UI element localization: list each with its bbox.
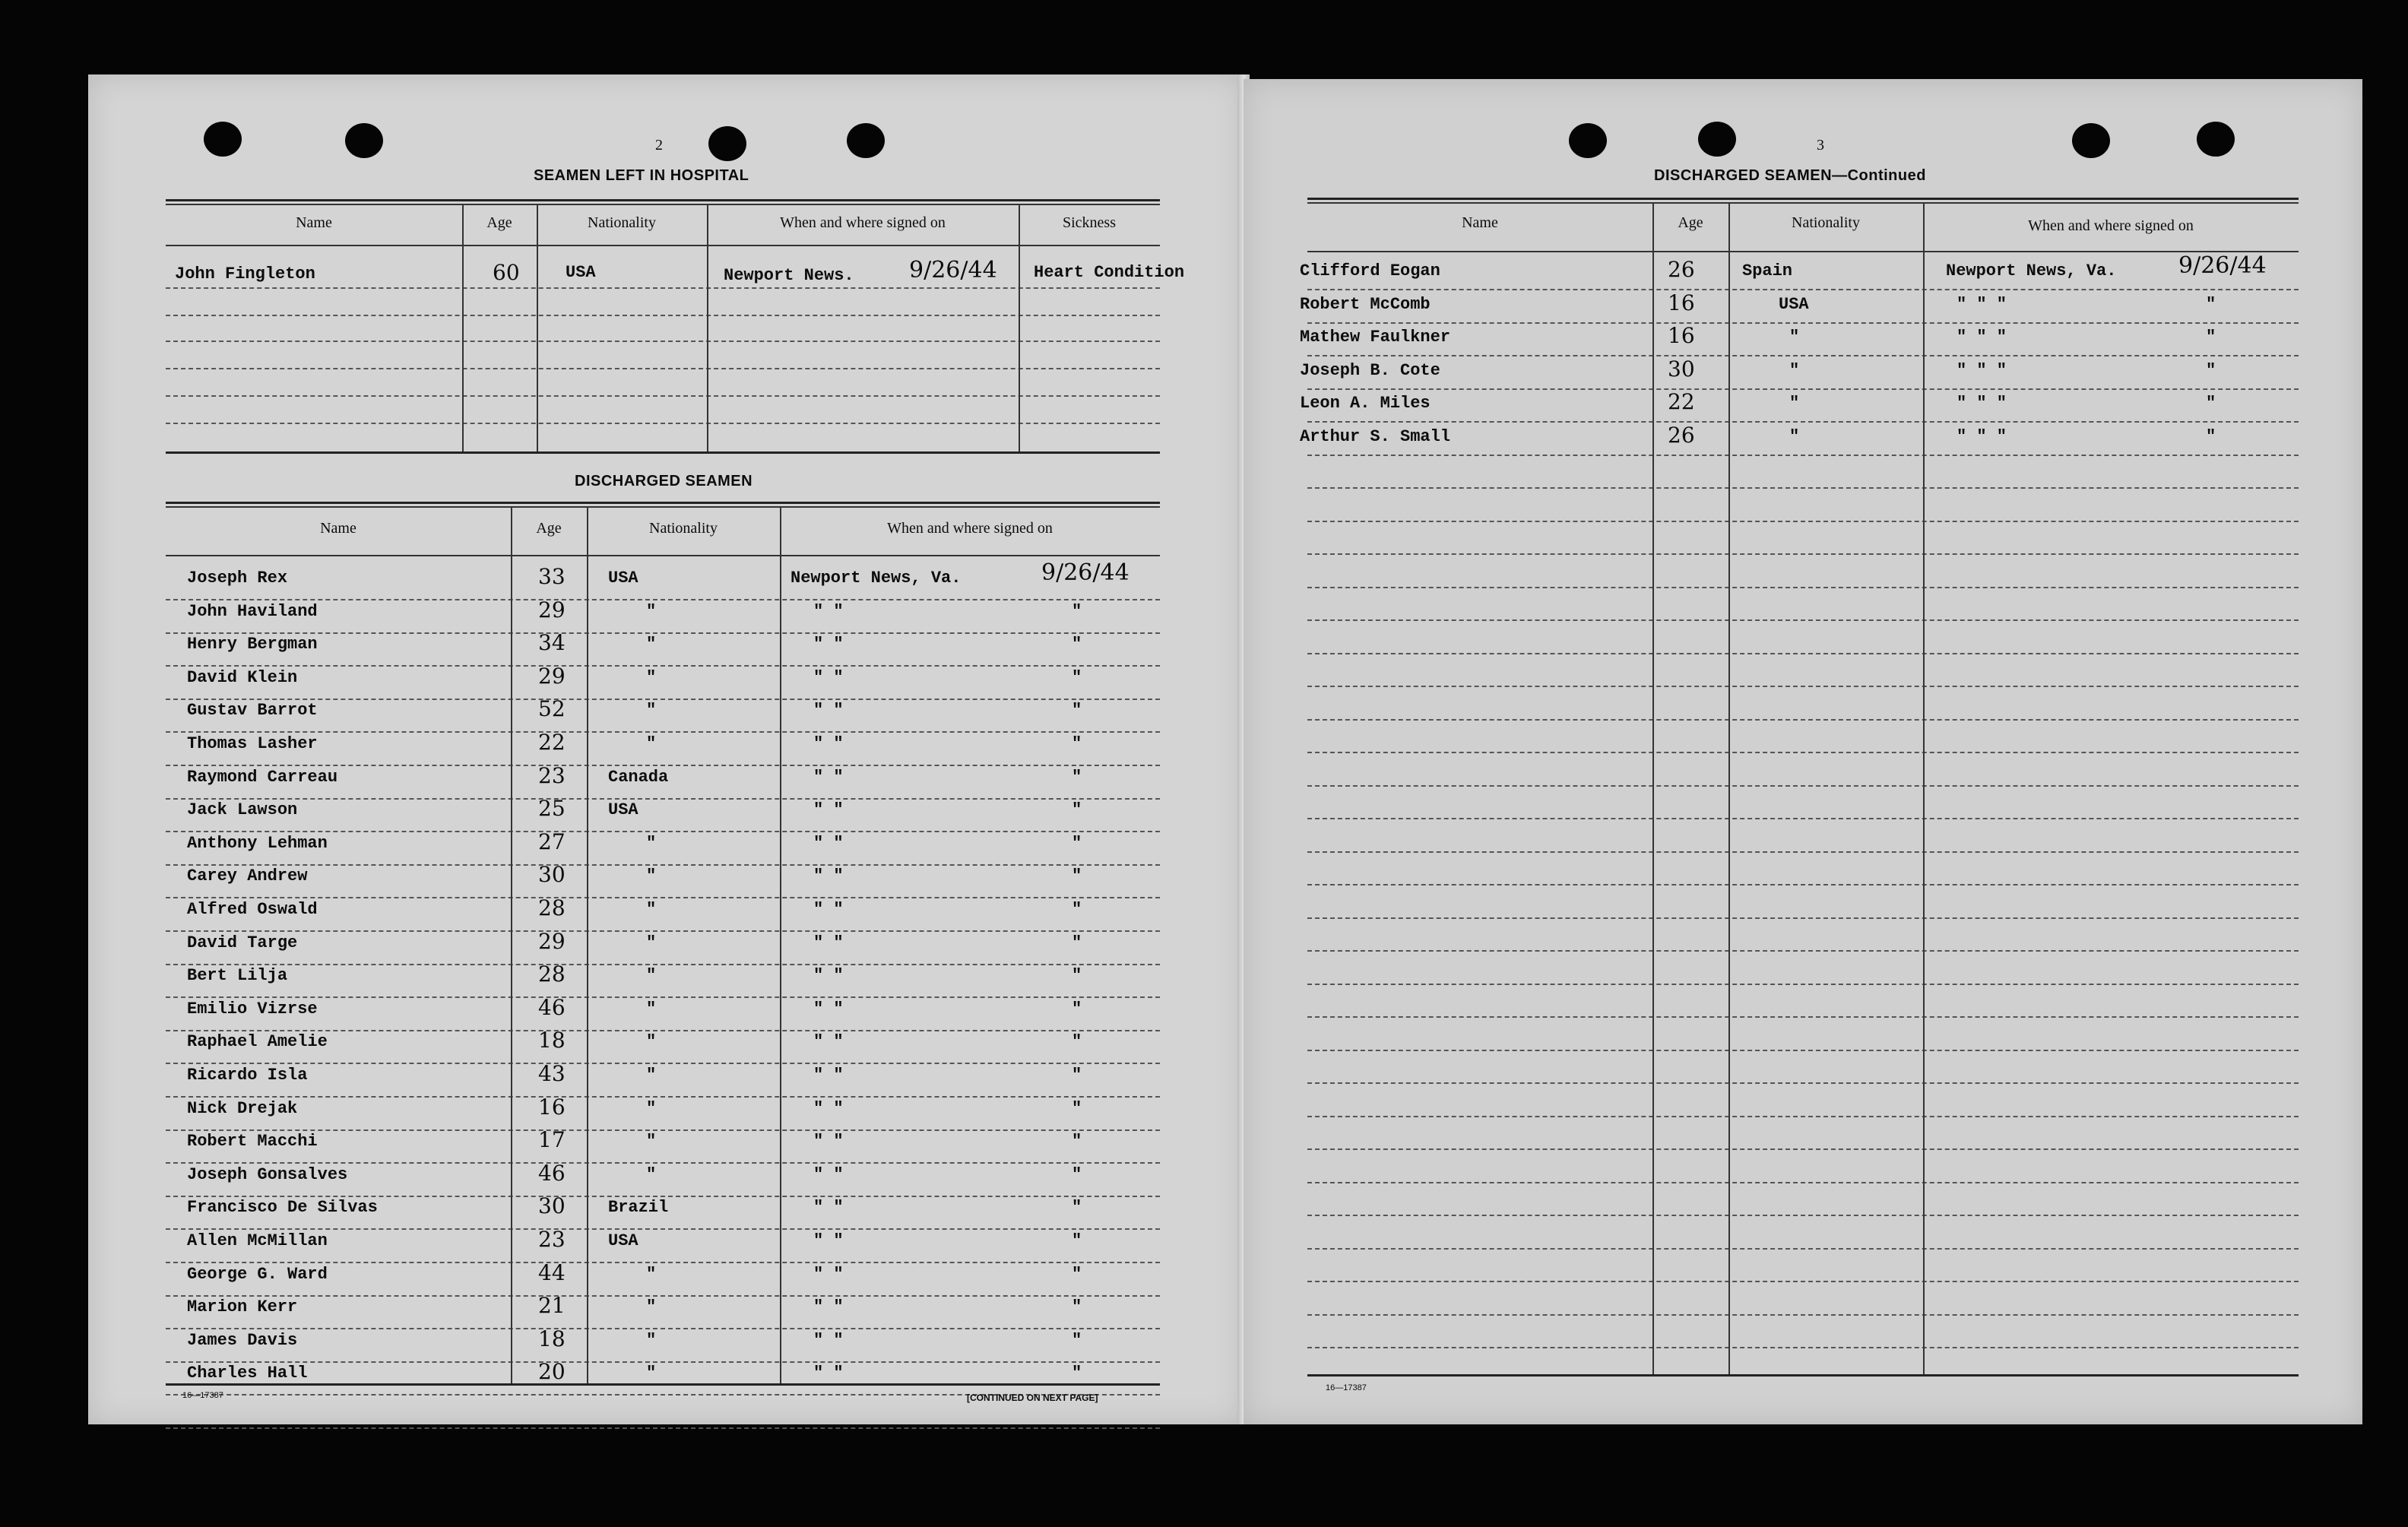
seaman-nationality: Brazil [608,1198,669,1217]
seaman-name: John Haviland [187,602,318,621]
seaman-name: Ricardo Isla [187,1066,308,1085]
seaman-age: 30 [1668,356,1695,382]
sickness: Heart Condition [1034,263,1185,282]
seaman-nationality: " [646,734,657,753]
seaman-name: Arthur S. Small [1300,427,1451,446]
table-rule [1307,1347,2299,1348]
table-divider [1019,204,1020,451]
seaman-age: 26 [1668,257,1695,282]
table-rule [166,930,1160,932]
seaman-nationality: " [646,1297,657,1316]
hospital-section-title: SEAMEN LEFT IN HOSPITAL [534,167,749,184]
signed-place: Newport News. [724,266,854,285]
table-rule [1307,322,2299,324]
seaman-name: James Davis [187,1331,298,1350]
table-rule [166,1361,1160,1363]
seaman-nationality: USA [608,1231,638,1250]
table-divider [780,506,781,1383]
seaman-age: 52 [538,696,566,721]
table-rule [166,341,1160,342]
signed-date: " [1072,834,1082,853]
seaman-nationality: " [646,1066,657,1085]
table-divider [1652,202,1654,1374]
signed-date: " [2206,394,2216,413]
table-rule [1307,884,2299,885]
signed-date: " [2206,295,2216,314]
signed-place: " " " [1956,295,2007,314]
table-rule [1307,686,2299,687]
seaman-name: Raphael Amelie [187,1032,328,1051]
table-rule [1307,785,2299,787]
signed-date: " [1072,966,1082,985]
seaman-nationality: " [646,602,657,621]
table-rule [1307,455,2299,456]
seaman-nationality: " [646,834,657,853]
seaman-nationality: " [1789,361,1800,380]
col-header-signed-on: When and where signed on [780,214,946,231]
col-header-nationality: Nationality [588,214,656,231]
col-header-age: Age [486,214,512,231]
col-header-signed-on: When and where signed on [2028,217,2194,234]
signed-place: " " [813,800,844,819]
signed-place: " " [813,1198,844,1217]
signed-date: " [1072,933,1082,952]
signed-place: " " [813,1132,844,1151]
seaman-name: Joseph B. Cote [1300,361,1440,380]
signed-date: " [1072,1198,1082,1217]
seaman-name: Jack Lawson [187,800,298,819]
signed-place: " " [813,1331,844,1350]
seaman-name: Robert Macchi [187,1132,318,1151]
table-rule [166,831,1160,832]
seaman-name: David Targe [187,933,298,952]
seaman-age: 18 [538,1326,566,1351]
signed-place: " " [813,1231,844,1250]
signed-date: " [1072,768,1082,787]
table-rule [1307,289,2299,290]
seaman-name: Henry Bergman [187,635,318,654]
table-rule [166,451,1160,454]
signed-place: " " [813,1099,844,1118]
seaman-nationality: " [1789,427,1800,446]
table-rule [1307,984,2299,985]
seaman-name: Joseph Gonsalves [187,1165,348,1184]
table-rule [166,1295,1160,1297]
punch-hole [1569,123,1607,158]
seaman-name: Raymond Carreau [187,768,338,787]
seaman-name: Thomas Lasher [187,734,318,753]
seaman-name: Francisco De Silvas [187,1198,378,1217]
table-rule [166,395,1160,397]
seaman-age: 21 [538,1293,566,1318]
col-header-nationality: Nationality [649,520,718,537]
seaman-name: Joseph Rex [187,569,288,588]
seaman-nationality: " [646,966,657,985]
signed-place: " " " [1956,394,2007,413]
seaman-age: 27 [538,829,566,854]
seaman-nationality: " [646,1132,657,1151]
seaman-nationality: " [646,1000,657,1019]
table-rule [166,599,1160,600]
punch-hole [847,123,885,158]
seaman-age: 23 [538,1227,566,1252]
signed-place: " " " [1956,427,2007,446]
signed-place: " " [813,1364,844,1383]
signed-place: " " [813,635,844,654]
seaman-nationality: " [646,635,657,654]
table-rule [1307,1082,2299,1084]
signed-date: " [1072,1165,1082,1184]
seaman-nationality: " [646,900,657,919]
signed-date: " [1072,1032,1082,1051]
seaman-name: George G. Ward [187,1265,328,1284]
punch-hole [1698,122,1736,157]
table-divider [511,506,512,1383]
table-rule [166,632,1160,634]
form-code: 16—17387 [1326,1383,1367,1392]
table-rule [166,765,1160,766]
discharged-continued-title: DISCHARGED SEAMEN—Continued [1654,167,1926,184]
seaman-name: Anthony Lehman [187,834,328,853]
table-rule [1307,818,2299,819]
signed-place: " " [813,1066,844,1085]
table-rule [1307,202,2299,204]
seaman-age: 29 [538,664,566,689]
signed-date: " [1072,668,1082,687]
signed-date: " [1072,800,1082,819]
seaman-age: 28 [538,962,566,987]
table-rule [166,555,1160,556]
table-rule [1307,1148,2299,1150]
seaman-nationality: " [646,1165,657,1184]
seaman-nationality: " [646,1265,657,1284]
col-header-age: Age [536,520,562,537]
signed-date: " [1072,1297,1082,1316]
table-rule [1307,1314,2299,1316]
seaman-age: 29 [538,929,566,954]
signed-date: " [2206,427,2216,446]
col-header-name: Name [296,214,332,231]
seaman-age: 17 [538,1127,566,1152]
signed-place: Newport News, Va. [791,569,962,588]
table-rule [166,1427,1160,1429]
seaman-age: 46 [538,1161,566,1186]
seaman-nationality: USA [1779,295,1809,314]
table-rule [166,1162,1160,1164]
seaman-name: Emilio Vizrse [187,1000,318,1019]
seaman-age: 20 [538,1359,566,1384]
seaman-age: 16 [1668,323,1695,348]
table-rule [1307,752,2299,753]
continued-note: [CONTINUED ON NEXT PAGE] [967,1392,1098,1403]
col-header-name: Name [1462,214,1498,231]
table-rule [166,665,1160,667]
table-divider [1728,202,1730,1374]
table-rule [1307,487,2299,489]
table-rule [166,506,1160,508]
page-number: 2 [655,137,663,154]
punch-hole [345,123,383,158]
seaman-age: 30 [538,862,566,887]
seaman-nationality: USA [608,800,638,819]
table-rule [166,287,1160,289]
signed-date: " [1072,1364,1082,1383]
seaman-age: 18 [538,1028,566,1053]
seaman-age: 26 [1668,423,1695,448]
form-code: 16—17387 [182,1391,223,1400]
signed-date: 9/26/44 [2178,252,2267,279]
seaman-age: 46 [538,995,566,1020]
seaman-name: Marion Kerr [187,1297,298,1316]
seaman-age: 16 [1668,290,1695,315]
signed-place: " " [813,602,844,621]
table-divider [462,204,464,451]
seaman-nationality: " [1789,328,1800,347]
seaman-age: 33 [538,564,566,589]
table-rule [166,1030,1160,1031]
table-rule [1307,851,2299,853]
table-rule [1307,950,2299,952]
table-divider [1923,202,1925,1374]
seaman-name: John Fingleton [175,265,315,284]
seaman-name: Robert McComb [1300,295,1431,314]
signed-date: " [1072,734,1082,753]
page-number: 3 [1817,137,1824,154]
seaman-age: 34 [538,630,566,655]
seaman-name: Leon A. Miles [1300,394,1431,413]
table-rule [1307,1016,2299,1018]
table-rule [1307,719,2299,721]
signed-place: " " [813,768,844,787]
signed-date: " [1072,1099,1082,1118]
punch-hole [2072,123,2110,158]
seaman-name: Gustav Barrot [187,701,318,720]
signed-place: " " [813,1000,844,1019]
punch-hole [2197,122,2235,157]
table-rule [166,245,1160,246]
seaman-age: 22 [538,730,566,755]
seaman-age: 25 [538,796,566,821]
table-rule [1307,1374,2299,1377]
seaman-name: Charles Hall [187,1364,308,1383]
col-header-nationality: Nationality [1792,214,1860,231]
table-rule [166,1096,1160,1098]
seaman-nationality: " [1789,394,1800,413]
signed-place: " " [813,1165,844,1184]
seaman-nationality: " [646,1364,657,1383]
seaman-age: 29 [538,597,566,623]
seaman-nationality: " [646,1099,657,1118]
seaman-name: Allen McMillan [187,1231,328,1250]
table-rule [1307,421,2299,423]
discharged-section-title: DISCHARGED SEAMEN [575,473,753,489]
table-rule [1307,587,2299,588]
punch-hole [708,126,746,161]
signed-date: " [1072,1231,1082,1250]
table-rule [166,1228,1160,1230]
signed-date: " [1072,1066,1082,1085]
table-rule [1307,619,2299,621]
table-rule [1307,1182,2299,1183]
signed-date: " [1072,1331,1082,1350]
seaman-nationality: " [646,668,657,687]
seaman-nationality: USA [608,569,638,588]
seaman-age: 28 [538,895,566,920]
signed-date: " [1072,900,1082,919]
col-header-signed-on: When and where signed on [887,520,1053,537]
seaman-name: Mathew Faulkner [1300,328,1451,347]
table-rule [166,315,1160,316]
table-rule [1307,1281,2299,1282]
signed-place: " " [813,966,844,985]
signed-place: " " [813,933,844,952]
signed-date: " [2206,328,2216,347]
table-rule [1307,917,2299,919]
col-header-sickness: Sickness [1063,214,1116,231]
table-rule [166,897,1160,898]
signed-place: " " [813,900,844,919]
signed-date: " [1072,701,1082,720]
signed-date: " [2206,361,2216,380]
signed-place: " " " [1956,361,2007,380]
seaman-name: David Klein [187,668,298,687]
signed-place: Newport News, Va. [1946,261,2117,280]
table-divider [537,204,538,451]
table-rule [166,1383,1160,1386]
table-rule [166,502,1160,504]
table-rule [1307,521,2299,522]
signed-date: 9/26/44 [1041,559,1130,586]
seaman-nationality: " [646,1331,657,1350]
seaman-age: 16 [538,1095,566,1120]
table-rule [166,699,1160,700]
signed-date: 9/26/44 [909,257,997,284]
seaman-nationality: " [646,866,657,885]
table-rule [166,199,1160,201]
seaman-age: 30 [538,1193,566,1218]
table-rule [166,423,1160,424]
seaman-age: 22 [1668,389,1695,414]
table-divider [707,204,708,451]
seaman-nationality: " [646,701,657,720]
signed-date: " [1072,1000,1082,1019]
signed-date: " [1072,1265,1082,1284]
signed-place: " " [813,1265,844,1284]
seaman-name: Bert Lilja [187,966,288,985]
seaman-age: 60 [493,260,520,285]
seaman-nationality: Spain [1742,261,1793,280]
table-rule [166,964,1160,965]
seaman-name: Nick Drejak [187,1099,298,1118]
table-rule [166,1129,1160,1131]
table-rule [1307,355,2299,356]
table-rule [1307,1248,2299,1250]
seaman-name: Clifford Eogan [1300,261,1440,280]
table-rule [1307,653,2299,654]
signed-place: " " [813,668,844,687]
seaman-nationality: Canada [608,768,669,787]
table-rule [166,1262,1160,1263]
table-rule [1307,388,2299,390]
signed-place: " " [813,866,844,885]
seaman-age: 44 [538,1260,566,1285]
table-rule [1307,1050,2299,1051]
signed-place: " " [813,734,844,753]
table-rule [1307,251,2299,252]
signed-date: " [1072,602,1082,621]
signed-date: " [1072,866,1082,885]
seaman-nationality: USA [566,263,596,282]
seaman-age: 43 [538,1061,566,1086]
col-header-age: Age [1678,214,1703,231]
seaman-nationality: " [646,1032,657,1051]
col-header-name: Name [320,520,356,537]
table-rule [1307,1116,2299,1117]
signed-place: " " [813,1297,844,1316]
table-rule [166,1063,1160,1064]
table-rule [166,996,1160,998]
seaman-name: Alfred Oswald [187,900,318,919]
table-rule [166,1328,1160,1329]
table-rule [1307,553,2299,555]
signed-place: " " [813,701,844,720]
table-rule [166,1196,1160,1197]
punch-hole [204,122,242,157]
signed-place: " " [813,1032,844,1051]
seaman-nationality: " [646,933,657,952]
table-rule [166,864,1160,866]
table-rule [166,368,1160,369]
table-divider [587,506,588,1383]
table-rule [1307,1215,2299,1216]
seaman-name: Carey Andrew [187,866,308,885]
table-rule [166,204,1160,205]
signed-place: " " " [1956,328,2007,347]
seaman-age: 23 [538,763,566,788]
signed-place: " " [813,834,844,853]
signed-date: " [1072,1132,1082,1151]
signed-date: " [1072,635,1082,654]
table-rule [1307,198,2299,200]
table-rule [166,731,1160,733]
table-rule [166,798,1160,800]
